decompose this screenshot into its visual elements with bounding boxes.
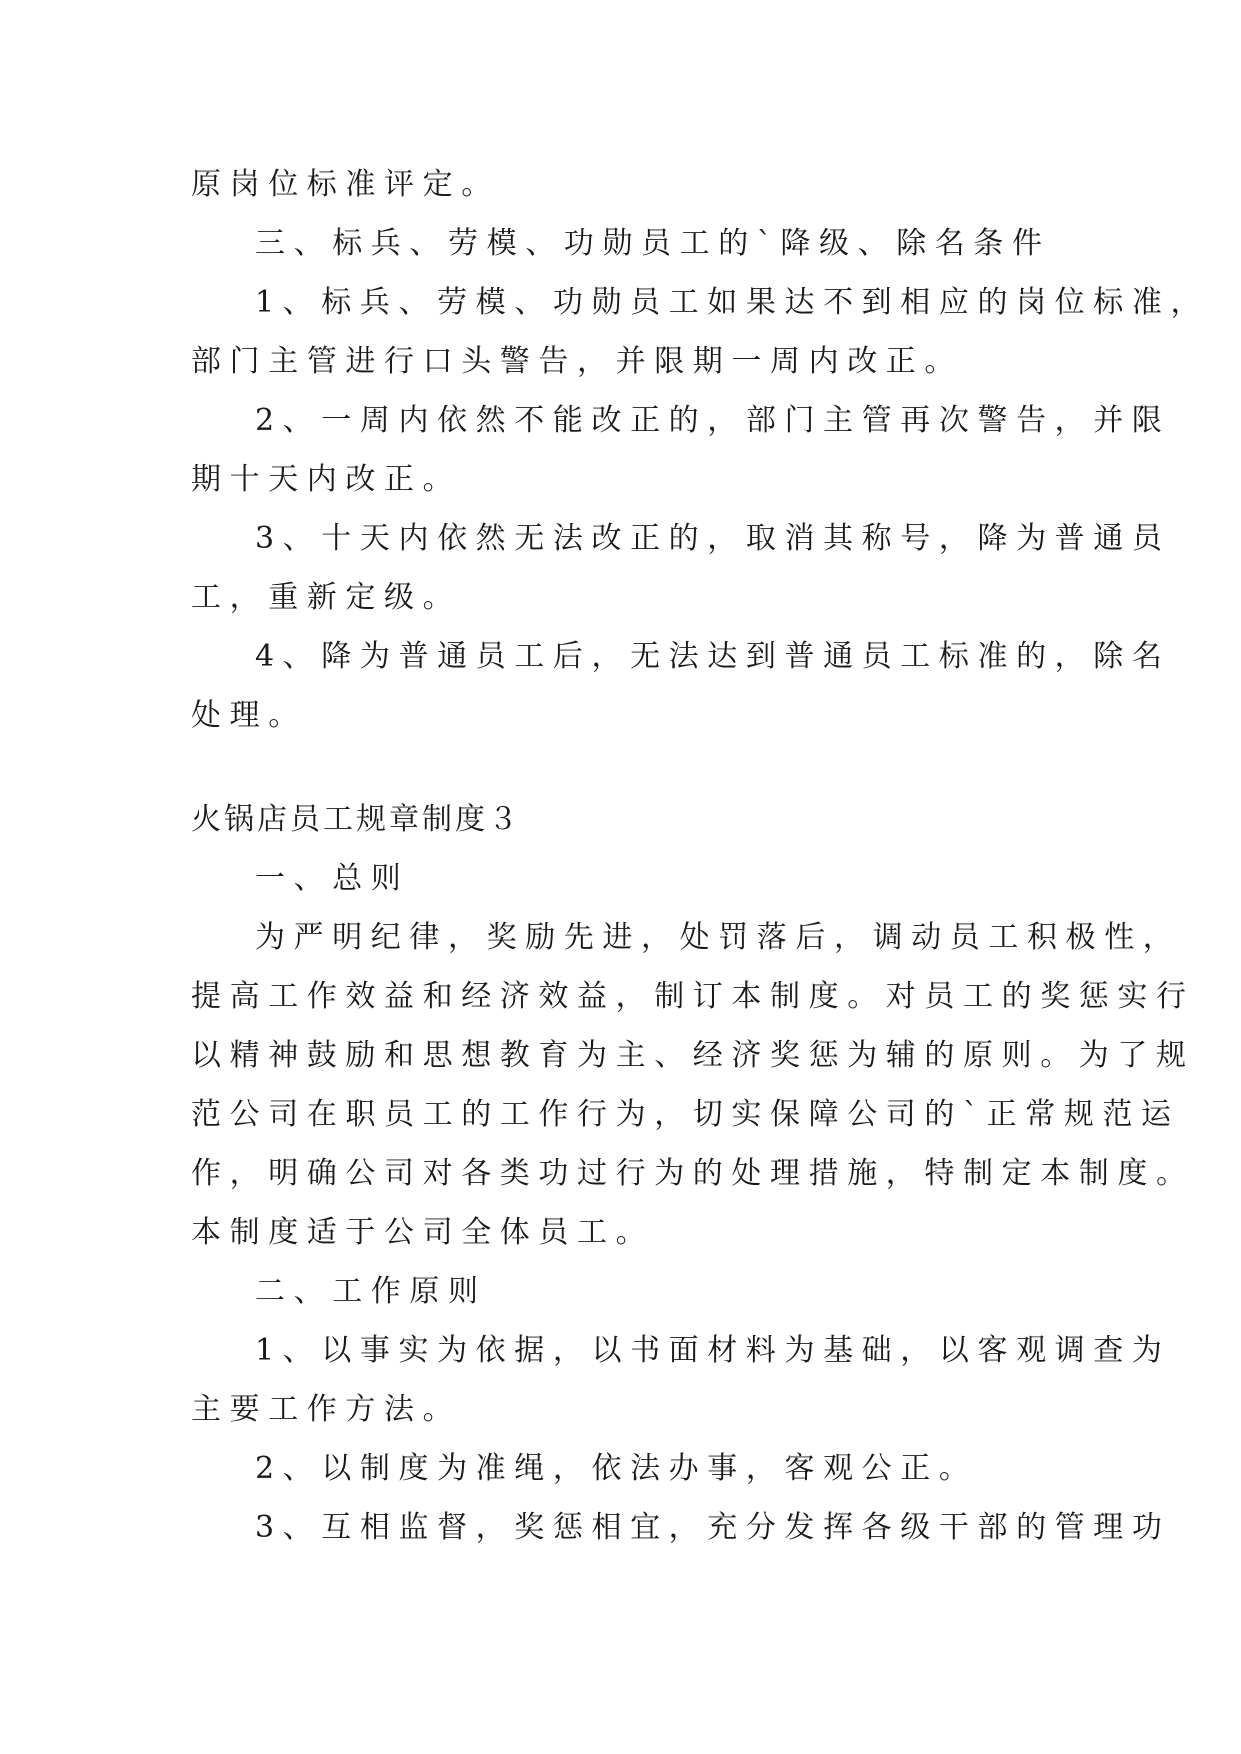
section-heading-principles: 二、工作原则 [255,1274,487,1309]
text-line-17: 作，明确公司对各类功过行为的处理措施，特制定本制度。 [191,1156,1195,1191]
text-line-23: 3、互相监督，奖惩相宜，充分发挥各级干部的管理功 [255,1510,1171,1545]
text-line-15: 以精神鼓励和思想教育为主、经济奖惩为辅的原则。为了规 [191,1038,1195,1073]
text-line-7: 3、十天内依然无法改正的，取消其称号，降为普通员 [255,521,1171,556]
text-line-1: 原岗位标准评定。 [191,167,500,202]
text-line-3: 1、标兵、劳模、功勋员工如果达不到相应的岗位标准， [255,285,1210,320]
text-line-8: 工，重新定级。 [191,580,462,615]
text-line-14: 提高工作效益和经济效益，制订本制度。对员工的奖惩实行 [191,979,1195,1014]
text-line-18: 本制度适于公司全体员工。 [191,1215,655,1250]
text-line-22: 2、以制度为准绳，依法办事，客观公正。 [255,1451,978,1486]
text-line-5: 2、一周内依然不能改正的，部门主管再次警告，并限 [255,403,1171,438]
text-line-13: 为严明纪律，奖励先进，处罚落后，调动员工积极性， [255,920,1182,955]
text-line-9: 4、降为普通员工后，无法达到普通员工标准的，除名 [255,639,1171,674]
text-line-6: 期十天内改正。 [191,462,462,497]
text-line-16: 范公司在职员工的工作行为，切实保障公司的`正常规范运 [191,1097,1180,1132]
text-line-4: 部门主管进行口头警告，并限期一周内改正。 [191,344,963,379]
document-title: 火锅店员工规章制度３ [191,802,521,837]
section-heading-3: 三、标兵、劳模、功勋员工的`降级、除名条件 [255,226,1051,261]
text-line-21: 主要工作方法。 [191,1392,462,1427]
text-line-10: 处理。 [191,698,307,733]
text-line-20: 1、以事实为依据，以书面材料为基础，以客观调查为 [255,1333,1171,1368]
section-heading-general: 一、总则 [255,861,410,896]
